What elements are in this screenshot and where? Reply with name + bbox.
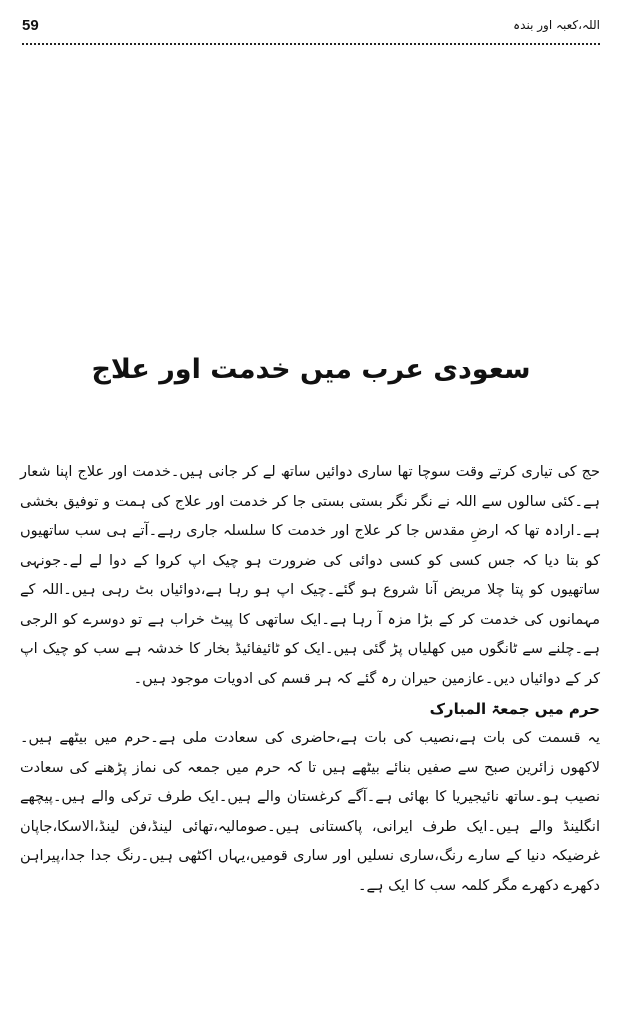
chapter-title: سعودی عرب میں خدمت اور علاج <box>91 354 531 385</box>
page-number: 59 <box>22 16 39 34</box>
body-text <box>20 458 600 901</box>
section-heading-jumma: حرم میں جمعۃ المبارک <box>429 700 600 718</box>
page-header <box>22 10 600 40</box>
running-title: اللہ،کعبہ اور بندہ <box>513 18 600 32</box>
paragraph-haram-jumma: یہ قسمت کی بات ہے،نصیب کی بات ہے،حاضری کی سعادت ملی ہے۔حرم میں بیٹھے ہیں۔لاکھوں زائرین صبح سے صفیں بنائے بیٹھے ہیں تا کہ حرم میں جمعہ کی نماز پڑھنے کی سعادت نصیب ہو۔ساتھ نائیجیریا کا بھائی ہے۔آگے کرغستان والے ہیں۔ایک طرف ترکی والے ہیں۔پیچھے انگلینڈ والے ہیں۔ایک طرف ایرانی، پاکستانی ہیں۔صومالیہ،تھائی لینڈ،فن لینڈ،الاسکا،جاپان غرضیکہ دنیا کے سارے رنگ،ساری نسلیں اور ساری قومیں،یہاں اکٹھی ہیں۔رنگ جدا جدا،پیراہن دکھرے دکھرے مگر کلمہ سب کا ایک ہے۔ <box>20 730 600 894</box>
header-dotted-rule <box>22 43 600 45</box>
paragraph-hajj-preparation: حج کی تیاری کرتے وقت سوچا تھا ساری دوائیں ساتھ لے کر جانی ہیں۔خدمت اور علاج اپنا شعار ہے۔کئی سالوں سے اللہ نے نگر نگر بستی بستی جا کر خدمت اور علاج کی ہمت و توفیق بخشی ہے۔ارادہ تھا کہ ارضِ مقدس جا کر علاج اور خدمت کا سلسلہ جاری رہے۔آتے ہی سب ساتھیوں کو بتا دیا کہ جس کسی کو کسی دوائی کی ضرورت ہو چیک اپ کروا کے دوا لے لے۔جونہی ساتھیوں کو پتا چلا مریض آنا شروع ہو گئے۔چیک اپ ہو رہا ہے،دوائیاں بٹ رہی ہیں۔اللہ کے مہمانوں کی خدمت کر کے بڑا مزہ آ رہا ہے۔ایک ساتھی کا پیٹ خراب ہے تو دوسرے کو الرجی ہے۔چلنے سے ٹانگوں میں کھلیاں پڑ گئی ہیں۔ایک کو ٹائیفائیڈ بخار کا خدشہ ہے سب کو چیک اپ کر کے دوائیاں دیں۔عازمین حیران رہ گئے کہ ہر قسم کی ادویات موجود ہیں۔ <box>20 464 600 687</box>
